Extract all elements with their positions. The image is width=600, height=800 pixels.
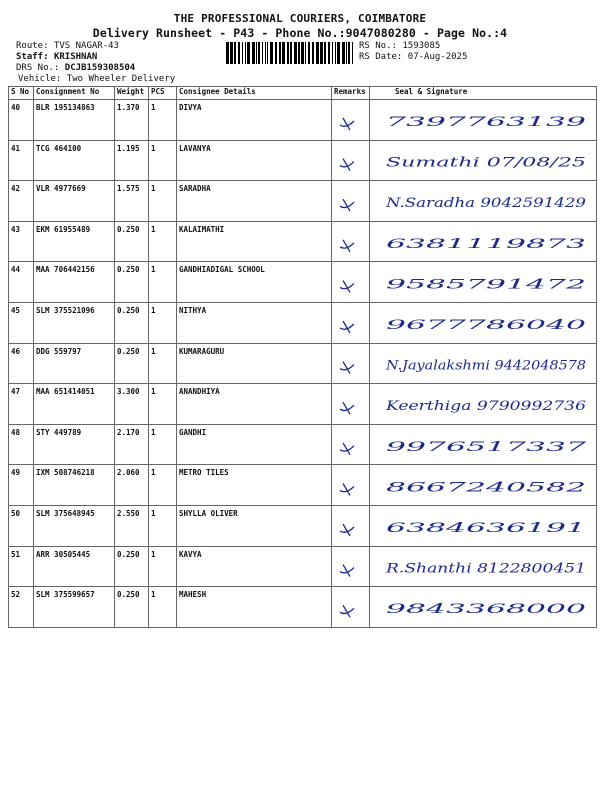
pcs-cell: 1 <box>149 221 177 262</box>
consignee-cell: KAVYA <box>177 546 332 587</box>
remarks-cell <box>332 221 370 262</box>
staff-line: Staff: KRISHNAN <box>16 52 98 62</box>
consignment-cell: IXM 508746218 <box>34 465 115 506</box>
consignment-cell: SLM 375648945 <box>34 505 115 546</box>
pcs-cell: 1 <box>149 100 177 141</box>
col-sno: S No <box>9 87 34 100</box>
sno-cell: 43 <box>9 221 34 262</box>
consignment-cell: STY 449789 <box>34 424 115 465</box>
company-title: THE PROFESSIONAL COURIERS, COIMBATORE <box>173 12 427 25</box>
signature-cell <box>370 465 597 506</box>
remarks-cell <box>332 100 370 141</box>
drs-value: DCJB159308504 <box>64 63 136 73</box>
consignee-cell: METRO TILES <box>177 465 332 506</box>
consignment-cell: ARR 30505445 <box>34 546 115 587</box>
remarks-cell <box>332 424 370 465</box>
consignee-cell: ANANDHIYA <box>177 384 332 425</box>
pcs-cell: 1 <box>149 424 177 465</box>
table-row <box>9 262 597 303</box>
remarks-cell <box>332 343 370 384</box>
sno-cell: 44 <box>9 262 34 303</box>
pcs-cell: 1 <box>149 140 177 181</box>
weight-cell: 1.575 <box>115 181 149 222</box>
signature-cell <box>370 587 597 628</box>
remarks-cell <box>332 302 370 343</box>
weight-cell: 0.250 <box>115 587 149 628</box>
signature-text: 6381119873 <box>386 236 586 252</box>
remarks-cell <box>332 262 370 303</box>
signature-cell <box>370 505 597 546</box>
col-consignee: Consignee Details <box>177 87 332 100</box>
consignee-cell: KUMARAGURU <box>177 343 332 384</box>
table-row <box>9 140 597 181</box>
consignment-cell: TCG 464100 <box>34 140 115 181</box>
consignee-cell: MAHESH <box>177 587 332 628</box>
pcs-cell: 1 <box>149 546 177 587</box>
consignment-cell: BLR 195134863 <box>34 100 115 141</box>
weight-cell: 2.060 <box>115 465 149 506</box>
rs-no-value: 1593085 <box>402 41 441 51</box>
signature-text: R.Shanthi 8122800451 <box>384 561 586 577</box>
table-row <box>9 343 597 384</box>
pcs-cell: 1 <box>149 465 177 506</box>
signature-text: 9843368000 <box>386 602 586 618</box>
signature-cell <box>370 181 597 222</box>
consignment-cell: DDG 559797 <box>34 343 115 384</box>
weight-cell: 0.250 <box>115 221 149 262</box>
weight-cell: 0.250 <box>115 302 149 343</box>
sno-cell: 47 <box>9 384 34 425</box>
consignment-cell: MAA 706442156 <box>34 262 115 303</box>
signature-cell <box>370 424 597 465</box>
table-row <box>9 424 597 465</box>
remarks-cell <box>332 465 370 506</box>
rs-no-line: RS No.: 1593085 <box>359 41 441 51</box>
table-row <box>9 505 597 546</box>
signature-text: N.Jayalakshmi 9442048578 <box>384 358 586 374</box>
signature-cell <box>370 343 597 384</box>
weight-cell: 2.550 <box>115 505 149 546</box>
pcs-cell: 1 <box>149 181 177 222</box>
consignee-cell: KALAIMATHI <box>177 221 332 262</box>
signature-text: 6384636191 <box>386 521 586 536</box>
signature-text: Sumathi 07/08/25 <box>386 155 586 171</box>
weight-cell: 0.250 <box>115 546 149 587</box>
remarks-cell <box>332 546 370 587</box>
consignment-cell: SLM 375599657 <box>34 587 115 628</box>
table-row <box>9 100 597 141</box>
table-row <box>9 546 597 587</box>
signature-cell <box>370 100 597 141</box>
signature-text: 8667240582 <box>386 480 586 496</box>
remarks-cell <box>332 181 370 222</box>
sno-cell: 51 <box>9 546 34 587</box>
signature-cell <box>370 302 597 343</box>
vehicle-line: Vehicle: Two Wheeler Delivery <box>18 74 176 84</box>
weight-cell: 0.250 <box>115 262 149 303</box>
table-header-row <box>9 87 597 100</box>
signature-text: Keerthiga 9790992736 <box>384 399 586 415</box>
remarks-cell <box>332 587 370 628</box>
staff-value: KRISHNAN <box>53 52 98 62</box>
consignment-cell: VLR 4977669 <box>34 181 115 222</box>
consignment-cell: SLM 375521096 <box>34 302 115 343</box>
table-row <box>9 302 597 343</box>
remarks-cell <box>332 505 370 546</box>
route-value: TVS NAGAR-43 <box>53 41 119 51</box>
runsheet-subtitle: Delivery Runsheet - P43 - Phone No.:9047080280 - Page No.:4 <box>92 26 508 40</box>
pcs-cell: 1 <box>149 262 177 303</box>
signature-cell <box>370 262 597 303</box>
remarks-cell <box>332 384 370 425</box>
consignee-cell: NITHYA <box>177 302 332 343</box>
sno-cell: 48 <box>9 424 34 465</box>
table-row <box>9 221 597 262</box>
pcs-cell: 1 <box>149 505 177 546</box>
signature-cell <box>370 546 597 587</box>
sno-cell: 50 <box>9 505 34 546</box>
pcs-cell: 1 <box>149 587 177 628</box>
sno-cell: 49 <box>9 465 34 506</box>
sno-cell: 41 <box>9 140 34 181</box>
consignee-cell: SARADHA <box>177 181 332 222</box>
weight-cell: 1.370 <box>115 100 149 141</box>
signature-cell <box>370 384 597 425</box>
runsheet-table <box>8 86 597 628</box>
sno-cell: 40 <box>9 100 34 141</box>
consignee-cell: GANDHIADIGAL SCHOOL <box>177 262 332 303</box>
weight-cell: 1.195 <box>115 140 149 181</box>
pcs-cell: 1 <box>149 384 177 425</box>
col-remarks: Remarks <box>332 87 370 100</box>
col-weight: Weight <box>115 87 149 100</box>
weight-cell: 2.170 <box>115 424 149 465</box>
pcs-cell: 1 <box>149 302 177 343</box>
remarks-cell <box>332 140 370 181</box>
sno-cell: 46 <box>9 343 34 384</box>
drs-line: DRS No.: DCJB159308504 <box>16 63 136 73</box>
col-consignment: Consignment No <box>34 87 115 100</box>
rs-date-value: 07-Aug-2025 <box>407 52 468 62</box>
vehicle-value: Two Wheeler Delivery <box>66 74 176 84</box>
sno-cell: 42 <box>9 181 34 222</box>
signature-cell <box>370 221 597 262</box>
consignee-cell: GANDHI <box>177 424 332 465</box>
weight-cell: 3.300 <box>115 384 149 425</box>
signature-text: 9976517337 <box>386 439 588 455</box>
col-signature: Seal & Signature <box>370 87 597 100</box>
consignment-cell: MAA 651414051 <box>34 384 115 425</box>
rs-date-line: RS Date: 07-Aug-2025 <box>359 52 468 62</box>
weight-cell: 0.250 <box>115 343 149 384</box>
signature-text: 9677786040 <box>386 318 586 333</box>
barcode <box>226 42 354 64</box>
sno-cell: 45 <box>9 302 34 343</box>
sno-cell: 52 <box>9 587 34 628</box>
signature-text: 9585791472 <box>386 277 586 293</box>
consignee-cell: SHYLLA OLIVER <box>177 505 332 546</box>
table-row <box>9 587 597 628</box>
table-row <box>9 384 597 425</box>
table-row <box>9 181 597 222</box>
consignment-cell: EKM 61955489 <box>34 221 115 262</box>
consignee-cell: DIVYA <box>177 100 332 141</box>
pcs-cell: 1 <box>149 343 177 384</box>
signature-text: 7397763139 <box>386 115 586 130</box>
route-line: Route: TVS NAGAR-43 <box>16 41 119 51</box>
consignee-cell: LAVANYA <box>177 140 332 181</box>
signature-text: N.Saradha 9042591429 <box>384 196 586 212</box>
signature-cell <box>370 140 597 181</box>
col-pcs: PCS <box>149 87 177 100</box>
table-row <box>9 465 597 506</box>
